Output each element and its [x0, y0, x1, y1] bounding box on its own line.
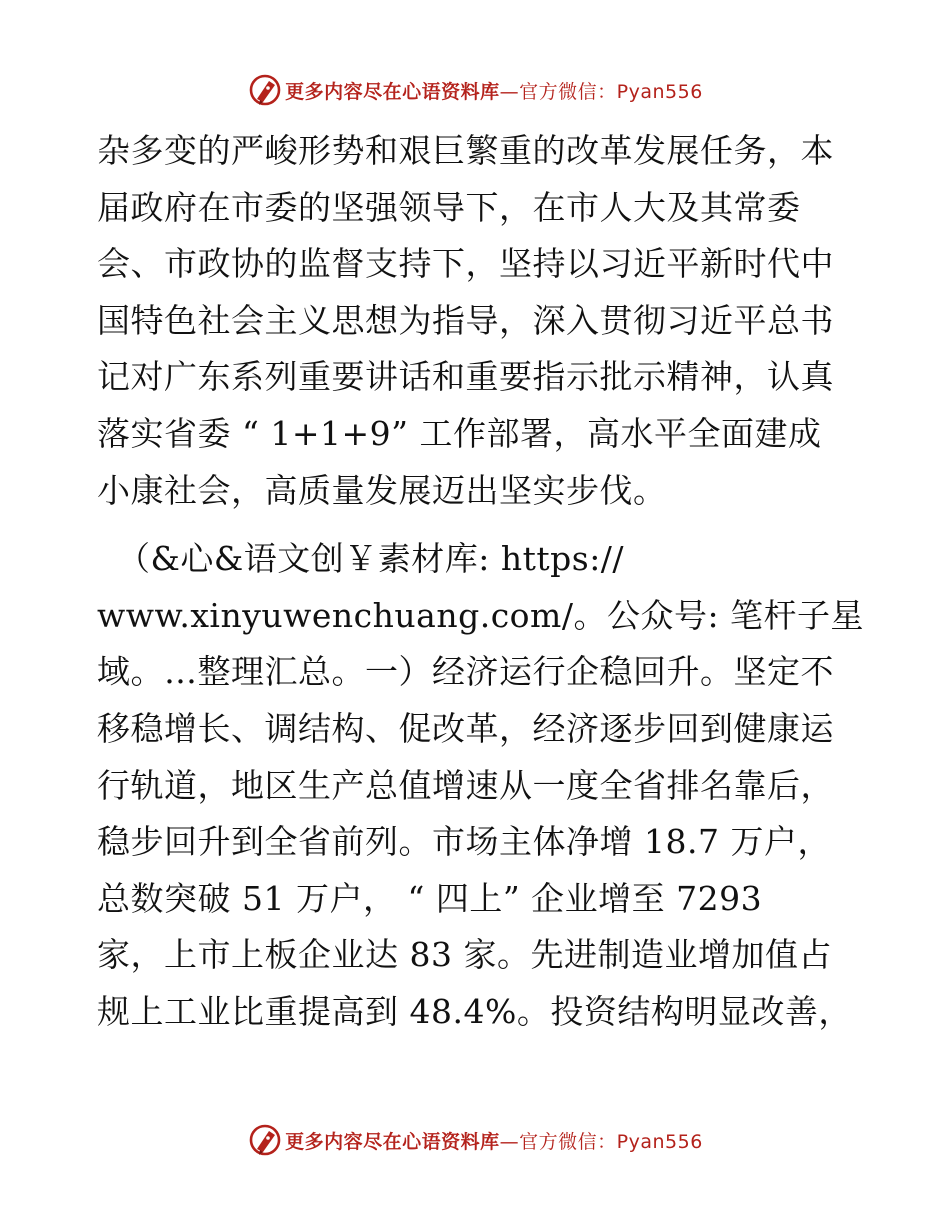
text-line: 落实省委 “ 1+1+9” 工作部署，高水平全面建成	[97, 413, 822, 453]
header-contact: 官方微信：Pyan556	[519, 80, 703, 103]
pen-nib-circle-icon	[247, 1122, 283, 1158]
header-banner-text	[285, 77, 703, 104]
text-line: 国特色社会主义思想为指导，深入贯彻习近平总书	[97, 300, 834, 340]
footer-contact: 官方微信：Pyan556	[519, 1130, 703, 1153]
text-line: 总数突破 51 万户， “ 四上” 企业增至 7293	[97, 878, 763, 918]
pen-nib-circle-icon	[247, 72, 283, 108]
text-line: 会、市政协的监督支持下，坚持以习近平新时代中	[97, 244, 834, 284]
footer-brand: 更多内容尽在心语资料库	[285, 1130, 500, 1153]
footer-banner-text	[285, 1127, 703, 1154]
text-line: 记对广东系列重要讲话和重要指示批示精神，认真	[97, 357, 834, 397]
text-line: 移稳增长、调结构、促改革，经济逐步回到健康运	[97, 708, 834, 748]
header-separator: —	[499, 80, 520, 103]
text-line: 家，上市上板企业达 83 家。先进制造业增加值占	[97, 935, 832, 975]
text-line: 域。…整理汇总。一）经济运行企稳回升。坚定不	[97, 652, 834, 692]
text-line: （&心&语文创￥素材库: https://	[117, 539, 625, 579]
header-banner	[0, 70, 950, 110]
header-brand: 更多内容尽在心语资料库	[285, 80, 500, 103]
text-line: 杂多变的严峻形势和艰巨繁重的改革发展任务，本	[97, 131, 834, 170]
text-line: 届政府在市委的坚强领导下，在市人大及其常委	[97, 187, 801, 227]
footer-banner	[0, 1120, 950, 1160]
footer-separator: —	[499, 1130, 520, 1153]
text-line: 规上工业比重提高到 48.4%。投资结构明显改善，	[97, 991, 852, 1031]
body-text	[97, 123, 877, 1041]
text-line: 小康社会，高质量发展迈出坚实步伐。	[97, 470, 667, 510]
text-line: 稳步回升到全省前列。市场主体净增 18.7 万户，	[97, 822, 831, 862]
text-line: 行轨道，地区生产总值增速从一度全省排名靠后，	[97, 765, 834, 805]
text-line: www.xinyuwenchuang.com/。公众号: 笔杆子星	[97, 595, 865, 635]
